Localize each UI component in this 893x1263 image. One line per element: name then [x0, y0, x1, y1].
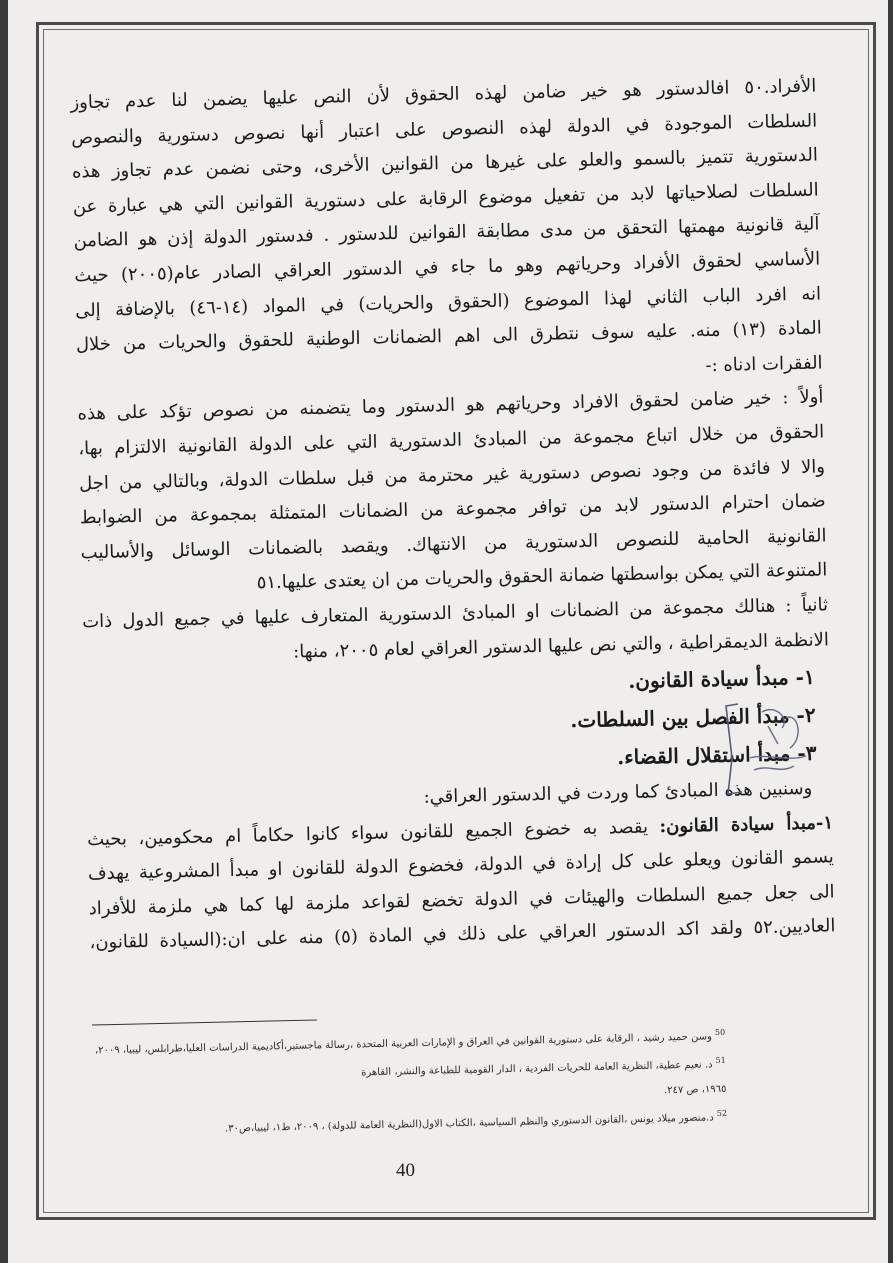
- footnote-51: $^{51}$ د. نعيم عطية، النظرية العامة للحريات الفردية ، الدار القومية للطباعة والنشر، القاهرة: [361, 1056, 726, 1079]
- principle-separation-of-powers: ٢- مبدأ الفصل بين السلطات.: [570, 702, 816, 733]
- text-line: القانونية الحامية للنصوص الدستورية من الانتهاك. ويقصد بالضمانات الوسائل والأساليب: [80, 525, 827, 564]
- footnote-51-cont: ١٩٦٥، ص ٢٤٧.: [663, 1083, 727, 1096]
- text-line: الى جعل جميع السلطات والهيئات في الدولة تخضع لقواعد ملزمة لها كما هي ملزمة للأفراد: [88, 881, 835, 920]
- footnote-52: $^{52}$ د.منصور ميلاد يونس ،القانون الدستوري والنظم السياسية ،الكتاب الاول(النظرية العامة للدولة) ، ٢٠٠٩، ط١، ليبيا،ص٣٠.: [224, 1108, 728, 1135]
- text-line: يسمو القانون ويعلو على كل إرادة في الدولة، فخضوع الدولة للقانون او مبدأ المشروعية يهدف: [87, 846, 835, 885]
- text-line: انه افرد الباب الثاني لهذا الموضوع (الحقوق والحريات) في المواد (١٤-٤٦) بالإضافة إلى: [74, 283, 822, 321]
- paragraph-rights-guarantee: [70, 70, 823, 398]
- footnotes: [85, 1021, 727, 1144]
- text-line: المادة (١٣) منه. عليه سوف نتطرق الى اهم الضمانات الوطنية للحقوق والحريات من خلال: [75, 317, 823, 356]
- section-heading: ١-مبدأ سيادة القانون:: [659, 812, 834, 837]
- principle-judicial-independence: ٣- مبدأ استقلال القضاء.: [616, 740, 817, 770]
- text-line: السلطات الموجودة في الدولة لهذه النصوص على اعتبار أنها نصوص دستورية والنصوص: [71, 110, 818, 149]
- text-line: ضمان احترام الدستور لابد من توافر مجموعة من الضمانات المتمثلة بمجموعة من الضوابط: [79, 490, 826, 529]
- section-text: يقصد به خضوع الجميع للقانون سواء كانوا حكاماً ام محكومين، بحيث: [86, 815, 660, 850]
- text-line: أولاً : خير ضامن لحقوق الافراد وحرياتهم هو الدستور وما يتضمنه من نصوص تؤكد على هذه: [77, 386, 824, 425]
- footnote-50: $^{50}$ وسن حميد رشيد ، الرقابة على دستورية القوانين في العراق و الإمارات العربية المتحدة ،رسالة ماجستير،أكاديمية الدراسات العليا،طرابلس، ليبيا، ٢٠٠٩،: [94, 1027, 726, 1057]
- text-line: الانظمة الديمقراطية ، والتي نص عليها الدستور العراقي لعام ٢٠٠٥، منها:: [292, 628, 830, 663]
- text-line: الدستورية تتميز بالسمو والعلو على غيرها من القوانين الأخرى، وحتى نضمن عدم تجاوز هذه: [71, 144, 819, 183]
- text-line: السلطات لصلاحياتها لابد من تفعيل موضوع الرقابة على دستورية القوانين التي هي عبارة عن: [72, 179, 819, 218]
- section-rule-of-law: [87, 806, 836, 961]
- principle-rule-of-law: ١- مبدأ سيادة القانون.: [628, 664, 815, 694]
- paragraph-first: [77, 381, 828, 605]
- page-number: 40: [396, 1160, 415, 1181]
- main-text: [70, 70, 836, 962]
- intro-line: وسنبين هذه المبادئ كما وردت في الدستور العراقي:: [423, 777, 813, 808]
- text-line: آلية قانونية مهمتها التحقق من مدى مطابقة القوانين للدستور . فدستور الدولة إذن هو الضامن: [73, 213, 820, 252]
- text-line: الأفراد.٥٠ افالدستور هو خير ضامن لهذه الحقوق لأن النص عليها يضمن لنا عدم تجاوز: [70, 75, 817, 114]
- text-line: الفقرات ادناه :-: [705, 352, 823, 376]
- handwritten-annotation: [720, 698, 830, 808]
- text-line: المتنوعة التي يمكن بواسطتها ضمانة الحقوق والحريات من ان يعتدى عليها.٥١: [256, 559, 828, 594]
- text-line: العاديين.٥٢ ولقد اكد الدستور العراقي على ذلك في المادة (٥) منه على ان:(السيادة للقانون،: [89, 915, 836, 954]
- text-line: الأساسي لحقوق الأفراد وحرياتهم وهو ما جاء في الدستور العراقي الصادر عام(٢٠٠٥) حيث: [74, 248, 821, 287]
- text-line: ثانياً : هنالك مجموعة من الضمانات او المبادئ الدستورية المتعارف عليها في جميع الدول ذات: [82, 594, 829, 633]
- text-line: الحقوق من خلال اتباع مجموعة من المبادئ الدستورية التي على الدولة القانونية الالتزام بها،: [78, 421, 825, 460]
- text-line: والا لا فائدة من وجود نصوص دستورية غير محترمة من قبل سلطات الدولة، وبالتالي من اجل: [78, 455, 826, 494]
